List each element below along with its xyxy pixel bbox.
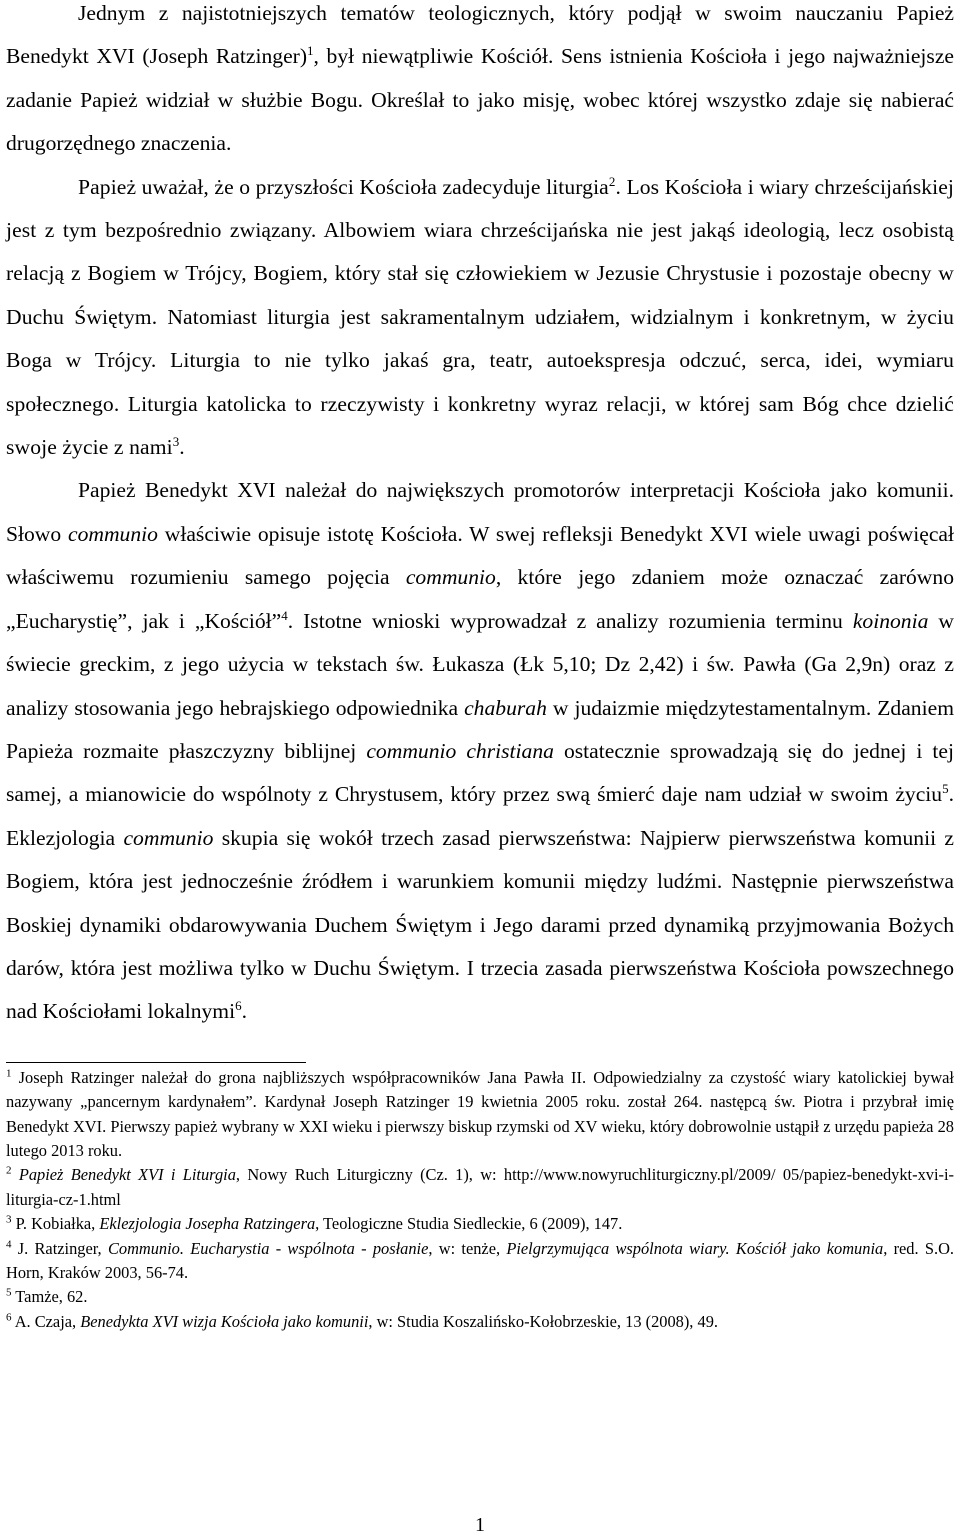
text-run: , Nowy Ruch Liturgiczny (Cz. 1), w: http://www.nowyruchliturgiczny.pl/2009/ 05/papiez-benedykt-xvi-i-liturgia-cz-1.html [6, 1165, 954, 1209]
body-text [6, 0, 954, 1034]
footnote-2 [6, 1163, 954, 1212]
footnote-number: 5 [6, 1286, 12, 1299]
footnote-1 [6, 1066, 954, 1164]
text-run: . [241, 999, 248, 1024]
footnote-number: 3 [6, 1213, 12, 1226]
text-run: w świecie greckim, z jego użycia w tekstach św. Łukasza (Łk 5,10; Dz 2,42) i św. Pawła (Ga 2,9n) oraz z analizy stosowania jego hebrajskiego odpowiednika [6, 608, 954, 720]
italic-term: Pielgrzymująca wspólnota wiary. Kościół jako komunia [506, 1238, 884, 1258]
text-run: , red. S.O. Horn, Kraków 2003, 56-74. [6, 1238, 955, 1282]
footnote-5 [6, 1285, 954, 1309]
page-number: 1 [475, 1514, 485, 1536]
italic-term: Papież Benedykt XVI i Liturgia [18, 1165, 236, 1185]
text-run: . Eklezjologia [6, 782, 954, 850]
italic-term: communio christiana [366, 738, 554, 763]
text-run: , w: tenże, [428, 1238, 507, 1258]
italic-term: chaburah [464, 695, 547, 720]
text-run: , Teologiczne Studia Siedleckie, 6 (2009), 147. [315, 1214, 623, 1234]
footnotes [6, 1066, 954, 1334]
italic-term: koinonia [852, 608, 929, 633]
text-run: Jednym z najistotniejszych tematów teologicznych, który podjął w swoim nauczaniu Papież Benedykt XVI (Joseph Ratzinger) [6, 1, 954, 69]
footnote-ref: 4 [281, 607, 288, 623]
text-run [12, 1165, 19, 1184]
italic-term: Eklezjologia Josepha Ratzingera [99, 1214, 316, 1234]
text-run: . Los Kościoła i wiary chrześcijańskiej jest z tym bezpośrednio związany. Albowiem wiara chrześcijańska nie jest jakąś ideologią, lecz osobistą relacją z Bogiem w Trójcy, Bogiem, który stał się człowiekiem w Jezusie Chrystusie i pozostaje obecny w Duchu Świętym. Natomiast liturgia jest sakramentalnym udziałem, widzialnym i konkretnym, w życiu Boga w Trójcy. Liturgia to nie tylko jakaś gra, teatr, autoekspresja odczuć, serca, idei, wymiaru społecznego. Liturgia katolicka to rzeczywisty i konkretny wyraz relacji, w której sam Bóg chce dzielić swoje życie z nami [6, 174, 955, 460]
text-run: Papież Benedykt XVI należał do największych promotorów interpretacji Kościoła jako komunii. Słowo [6, 478, 954, 546]
footnote-number: 6 [6, 1311, 12, 1324]
text-run: , był niewątpliwie Kościół. Sens istnienia Kościoła i jego najważniejsze zadanie Papież widział w służbie Bogu. Określał to jako misję, wobec której wszystko zdaje się nabierać drugorzędnego znaczenia. [6, 44, 954, 156]
italic-term: communio [405, 565, 496, 590]
italic-term: Benedykta XVI wizja Kościoła jako komunii [80, 1311, 369, 1331]
footnote-number: 1 [6, 1067, 12, 1080]
paragraph-1 [6, 0, 954, 166]
text-run: , które jego zdaniem może oznaczać zarówno „Eucharystię”, jak i „Kościół” [6, 565, 954, 633]
text-run: A. Czaja, [11, 1311, 81, 1331]
text-run: właściwie opisuje istotę Kościoła. W swej refleksji Benedykt XVI wiele uwagi poświęcał właściwemu rozumieniu samego pojęcia [6, 521, 954, 590]
footnote-4 [6, 1237, 954, 1286]
document-page [6, 0, 954, 1334]
text-run: Papież uważał, że o przyszłości Kościoła zadecyduje liturgia [78, 174, 609, 199]
italic-term: communio [123, 825, 214, 850]
paragraph-3 [6, 469, 954, 1033]
text-run: , w: Studia Koszalińsko-Kołobrzeskie, 13 (2008), 49. [368, 1311, 718, 1331]
footnote-ref: 5 [942, 781, 949, 797]
italic-term: communio [67, 521, 158, 546]
footnote-ref: 6 [235, 998, 242, 1014]
text-run: Joseph Ratzinger należał do grona najbliższych współpracowników Jana Pawła II. Odpowiedzialny za czystość wiary katolickiej bywał nazywany „pancernym kardynałem”. Kardynał Joseph Ratzinger 19 kwietnia 2005 roku. został 264. następcą św. Piotra i przybrał imię Benedykt XVI. Pierwszy papież wybrany w XXI wieku i pierwszy biskup rzymski od XV wieku, który dobrowolnie ustąpił z urzędu papieża 28 lutego 2013 roku. [6, 1067, 954, 1160]
footnote-number: 4 [6, 1238, 12, 1251]
footnote-ref: 1 [307, 43, 314, 59]
text-run: ostatecznie sprowadzają się do jednej i tej samej, a mianowicie do wspólnoty z Chrystusem, który przez swą śmierć daje nam udział w swoim życiu [6, 738, 954, 807]
text-run: J. Ratzinger, [11, 1238, 108, 1258]
footnote-ref: 3 [172, 433, 180, 449]
italic-term: Communio. Eucharystia - wspólnota - posłanie [107, 1238, 429, 1258]
text-run: skupia się wokół trzech zasad pierwszeństwa: Najpierw pierwszeństwa komunii z Bogiem, która jest jednocześnie źródłem i warunkiem komunii między ludźmi. Następnie pierwszeństwa Boskiej dynamiki obdarowywania Duchem Świętym i Jego darami przed dynamiką przyjmowania Bożych darów, która jest możliwa tylko w Duchu Świętym. I trzecia zasada pierwszeństwa Kościoła powszechnego nad Kościołami lokalnymi [6, 825, 954, 1024]
text-run: P. Kobiałka, [11, 1214, 100, 1234]
footnote-separator [6, 1062, 306, 1063]
footnote-ref: 2 [608, 173, 616, 189]
text-run: . Istotne wnioski wyprowadzał z analizy rozumienia terminu [287, 608, 853, 633]
text-run: w judaizmie międzytestamentalnym. Zdaniem Papieża rozmaite płaszczyzny biblijnej [6, 695, 954, 763]
footnote-6 [6, 1310, 954, 1334]
footnote-3 [6, 1212, 954, 1236]
text-run: Tamże, 62. [11, 1287, 88, 1307]
footnote-number: 2 [6, 1164, 12, 1177]
text-run: . [179, 435, 185, 460]
paragraph-2 [6, 166, 954, 470]
